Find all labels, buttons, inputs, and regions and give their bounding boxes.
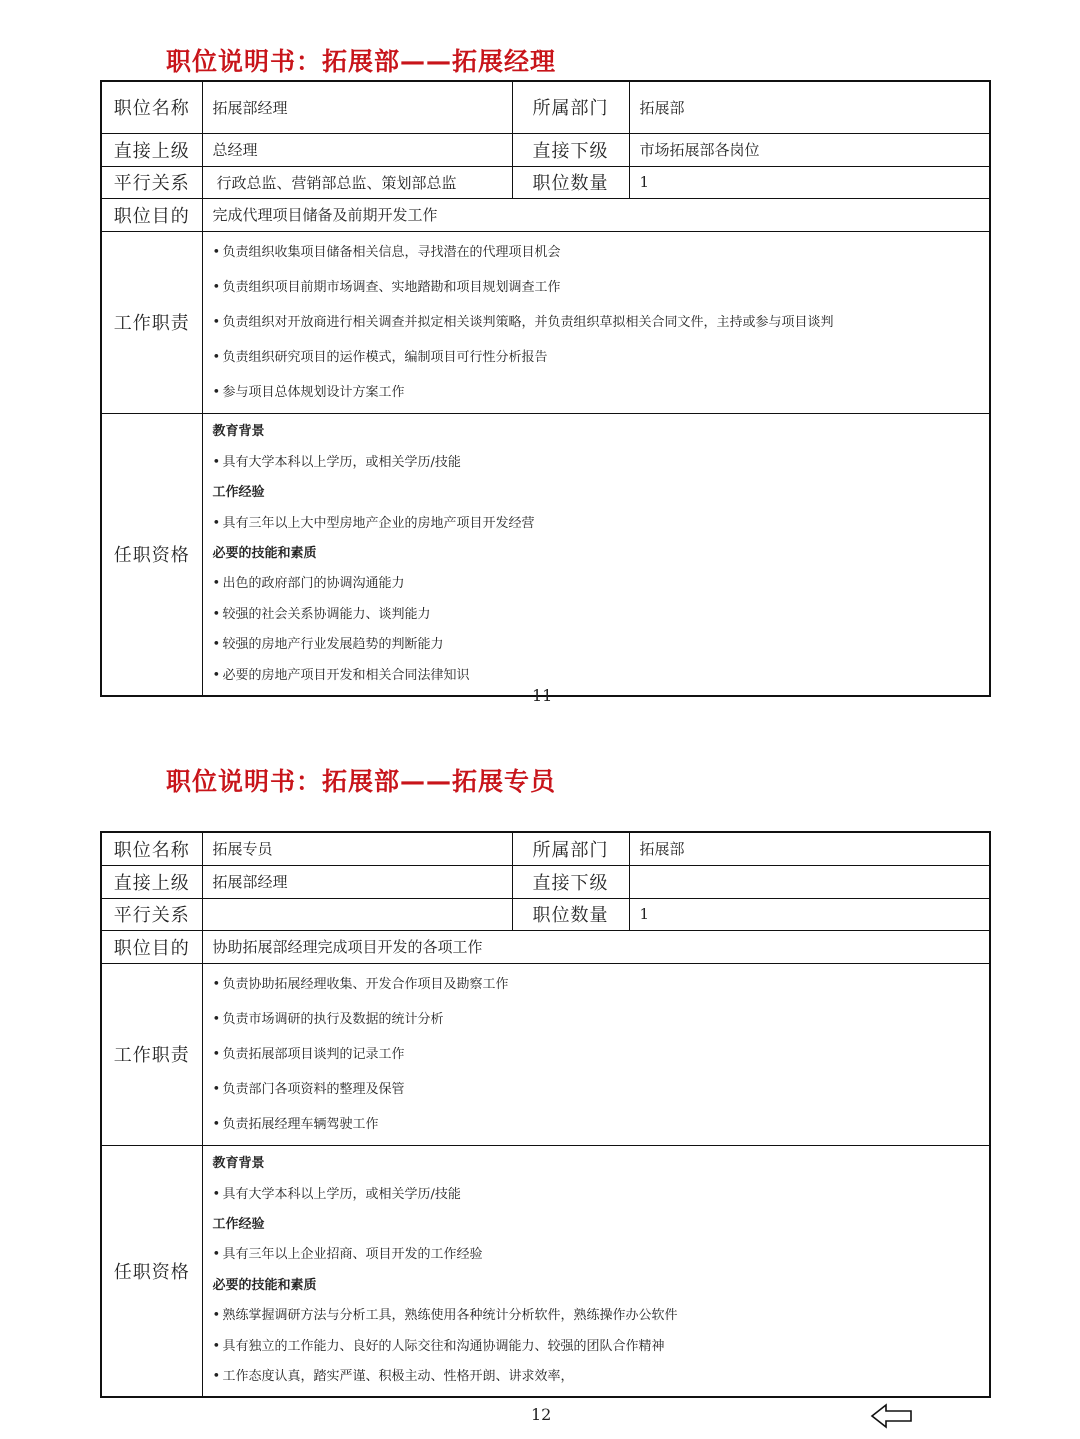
list-item: • 负责组织研究项目的运作模式，编制项目可行性分析报告: [212, 349, 548, 365]
label-parallel: 平行关系: [101, 898, 202, 930]
job-description-table: [100, 80, 991, 697]
duties-list: [202, 963, 990, 1145]
list-item: • 具有大学本科以上学历，或相关学历/技能: [212, 1186, 461, 1202]
department-value: 拓展部: [629, 832, 990, 865]
list-item: • 工作态度认真，踏实严谨、积极主动、性格开朗、讲求效率，: [212, 1368, 574, 1384]
left-arrow-icon[interactable]: [870, 1402, 914, 1430]
subordinate-value: [629, 865, 990, 898]
purpose-value: 完成代理项目储备及前期开发工作: [202, 198, 990, 231]
superior-value: 总经理: [202, 133, 512, 166]
label-count: 职位数量: [512, 166, 629, 198]
list-item: • 较强的社会关系协调能力、谈判能力: [212, 606, 431, 622]
list-item: • 负责组织对开放商进行相关调查并拟定相关谈判策略，并负责组织草拟相关合同文件，主持或参与项目谈判: [212, 314, 834, 330]
list-item: • 出色的政府部门的协调沟通能力: [212, 576, 405, 592]
skills-heading: 必要的技能和素质: [212, 1277, 317, 1293]
label-parallel: 平行关系: [101, 166, 202, 198]
label-department: 所属部门: [512, 832, 629, 865]
label-count: 职位数量: [512, 898, 629, 930]
position-name-value: 拓展专员: [202, 832, 512, 865]
label-department: 所属部门: [512, 81, 629, 133]
label-subordinate: 直接下级: [512, 133, 629, 166]
list-item: • 具有三年以上企业招商、项目开发的工作经验: [212, 1247, 483, 1263]
experience-heading: 工作经验: [212, 1216, 265, 1232]
page-title: 职位说明书：拓展部——拓展经理: [166, 47, 557, 76]
subordinate-value: 市场拓展部各岗位: [629, 133, 990, 166]
list-item: • 负责拓展经理车辆驾驶工作: [212, 1116, 379, 1132]
education-heading: 教育背景: [212, 424, 265, 440]
page-title: 职位说明书：拓展部——拓展专员: [166, 767, 557, 796]
list-item: • 负责市场调研的执行及数据的统计分析: [212, 1011, 444, 1027]
list-item: • 负责部门各项资料的整理及保管: [212, 1081, 405, 1097]
list-item: • 具有独立的工作能力、良好的人际交往和沟通协调能力、较强的团队合作精神: [212, 1338, 665, 1354]
label-position-name: 职位名称: [101, 81, 202, 133]
label-purpose: 职位目的: [101, 930, 202, 963]
job-description-table: [100, 831, 991, 1398]
label-subordinate: 直接下级: [512, 865, 629, 898]
page-number: 12: [531, 1405, 552, 1424]
label-qualifications: 任职资格: [101, 1145, 202, 1397]
list-item: • 参与项目总体规划设计方案工作: [212, 384, 405, 400]
qualifications-list: [202, 1145, 990, 1397]
purpose-value: 协助拓展部经理完成项目开发的各项工作: [202, 930, 990, 963]
label-superior: 直接上级: [101, 865, 202, 898]
list-item: • 负责组织项目前期市场调查、实地踏勘和项目规划调查工作: [212, 279, 561, 295]
list-item: • 必要的房地产项目开发和相关合同法律知识: [212, 667, 470, 683]
label-purpose: 职位目的: [101, 198, 202, 231]
label-duties: 工作职责: [101, 231, 202, 413]
count-value: 1: [629, 898, 990, 930]
superior-value: 拓展部经理: [202, 865, 512, 898]
list-item: • 负责组织收集项目储备相关信息，寻找潜在的代理项目机会: [212, 244, 561, 260]
list-item: • 较强的房地产行业发展趋势的判断能力: [212, 637, 444, 653]
label-duties: 工作职责: [101, 963, 202, 1145]
count-value: 1: [629, 166, 990, 198]
skills-heading: 必要的技能和素质: [212, 546, 317, 562]
label-position-name: 职位名称: [101, 832, 202, 865]
parallel-value: 行政总监、营销部总监、策划部总监: [202, 166, 512, 198]
position-name-value: 拓展部经理: [202, 81, 512, 133]
parallel-value: [202, 898, 512, 930]
list-item: • 负责拓展部项目谈判的记录工作: [212, 1046, 405, 1062]
label-superior: 直接上级: [101, 133, 202, 166]
department-value: 拓展部: [629, 81, 990, 133]
duties-list: [202, 231, 990, 413]
label-qualifications: 任职资格: [101, 413, 202, 696]
list-item: • 负责协助拓展经理收集、开发合作项目及勘察工作: [212, 976, 509, 992]
list-item: • 熟练掌握调研方法与分析工具，熟练使用各种统计分析软件，熟练操作办公软件: [212, 1308, 678, 1324]
list-item: • 具有大学本科以上学历，或相关学历/技能: [212, 454, 461, 470]
experience-heading: 工作经验: [212, 485, 265, 501]
list-item: • 具有三年以上大中型房地产企业的房地产项目开发经营: [212, 515, 535, 531]
page-number: 11: [532, 686, 553, 705]
qualifications-list: [202, 413, 990, 696]
education-heading: 教育背景: [212, 1156, 265, 1172]
